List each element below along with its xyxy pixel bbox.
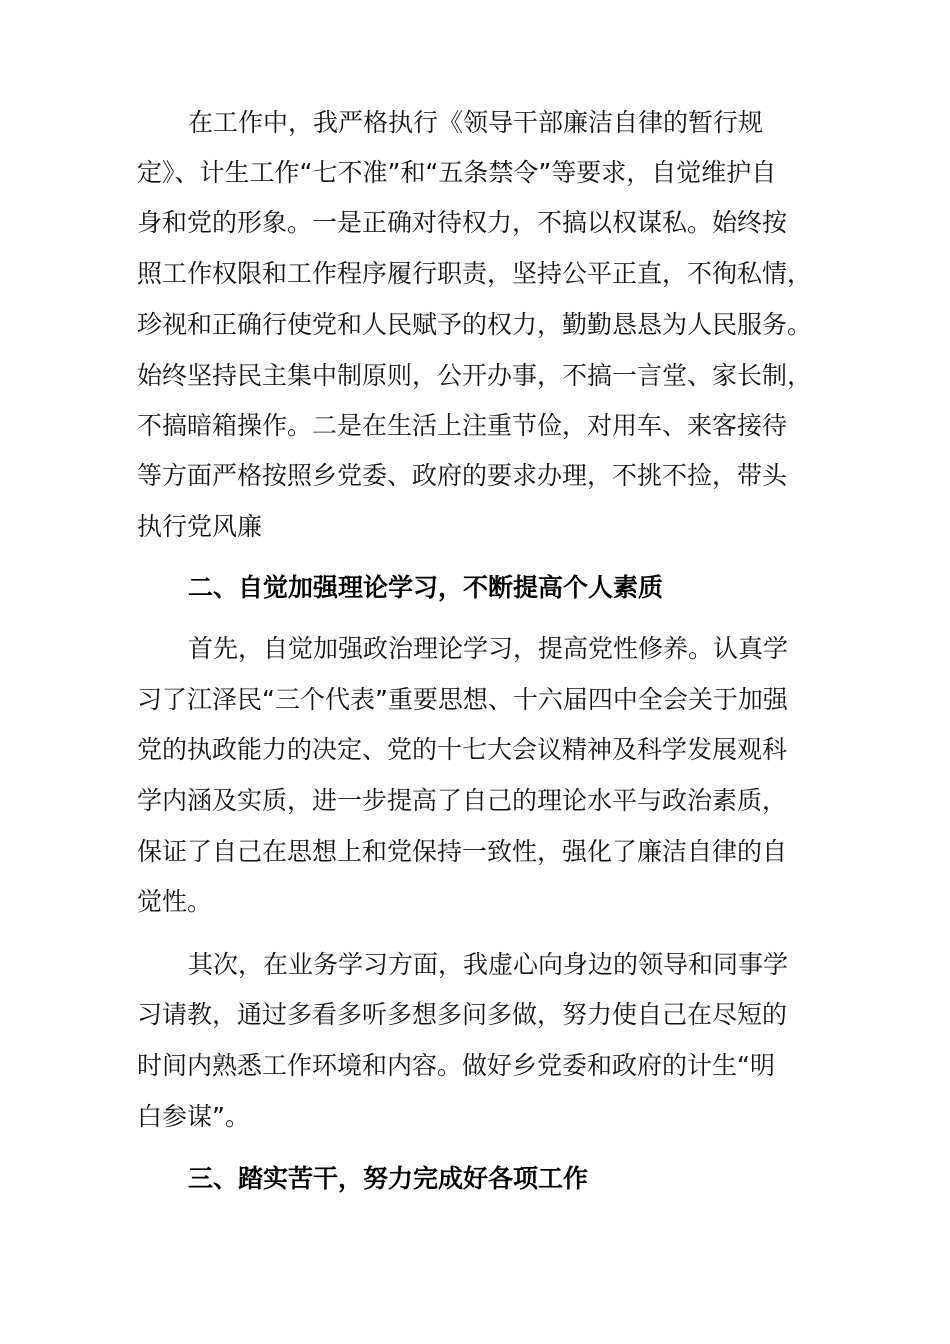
paragraph-2-line-5: 保证了自己在思想上和党保持一致性，强化了廉洁自律的自 — [137, 837, 788, 866]
paragraph-1-line-1: 在工作中，我严格执行《领导干部廉洁自律的暂行规 — [188, 108, 764, 137]
section-heading-3: 三、踏实苦干，努力完成好各项工作 — [188, 1164, 589, 1193]
paragraph-1-line-6: 始终坚持民主集中制原则，公开办事，不搞一言堂、家长制， — [137, 361, 813, 390]
paragraph-2-line-4: 学内涵及实质，进一步提高了自己的理论水平与政治素质， — [137, 786, 788, 815]
paragraph-1-line-3: 身和党的形象。一是正确对待权力，不搞以权谋私。始终按 — [137, 208, 788, 237]
paragraph-2-line-2: 习了江泽民“三个代表”重要思想、十六届四中全会关于加强 — [137, 685, 788, 714]
paragraph-3-line-2: 习请教，通过多看多听多想多问多做，努力使自己在尽短的 — [137, 1000, 788, 1029]
section-heading-2: 二、自觉加强理论学习，不断提高个人素质 — [188, 573, 664, 602]
paragraph-1-line-5: 珍视和正确行使党和人民赋予的权力，勤勤恳恳为人民服务。 — [137, 310, 813, 339]
paragraph-3-line-4: 白参谋”。 — [137, 1102, 250, 1131]
paragraph-2-line-1: 首先，自觉加强政治理论学习，提高党性修养。认真学 — [188, 634, 789, 663]
paragraph-1-line-2: 定》、计生工作“七不准”和“五条禁令”等要求，自觉维护自 — [137, 158, 777, 187]
paragraph-1-line-8: 等方面严格按照乡党委、政府的要求办理，不挑不捡，带头 — [137, 461, 788, 490]
paragraph-2-line-3: 党的执政能力的决定、党的十七大会议精神及科学发展观科 — [137, 735, 788, 764]
paragraph-2-line-6: 觉性。 — [137, 887, 213, 916]
paragraph-1-line-4: 照工作权限和工作程序履行职责，坚持公平正直，不徇私情， — [137, 259, 813, 288]
paragraph-1-line-9: 执行党风廉 — [137, 512, 263, 541]
paragraph-3-line-1: 其次，在业务学习方面，我虚心向身边的领导和同事学 — [188, 950, 789, 979]
paragraph-3-line-3: 时间内熟悉工作环境和内容。做好乡党委和政府的计生“明 — [137, 1051, 775, 1080]
paragraph-1-line-7: 不搞暗箱操作。二是在生活上注重节俭，对用车、来客接待 — [137, 411, 788, 440]
